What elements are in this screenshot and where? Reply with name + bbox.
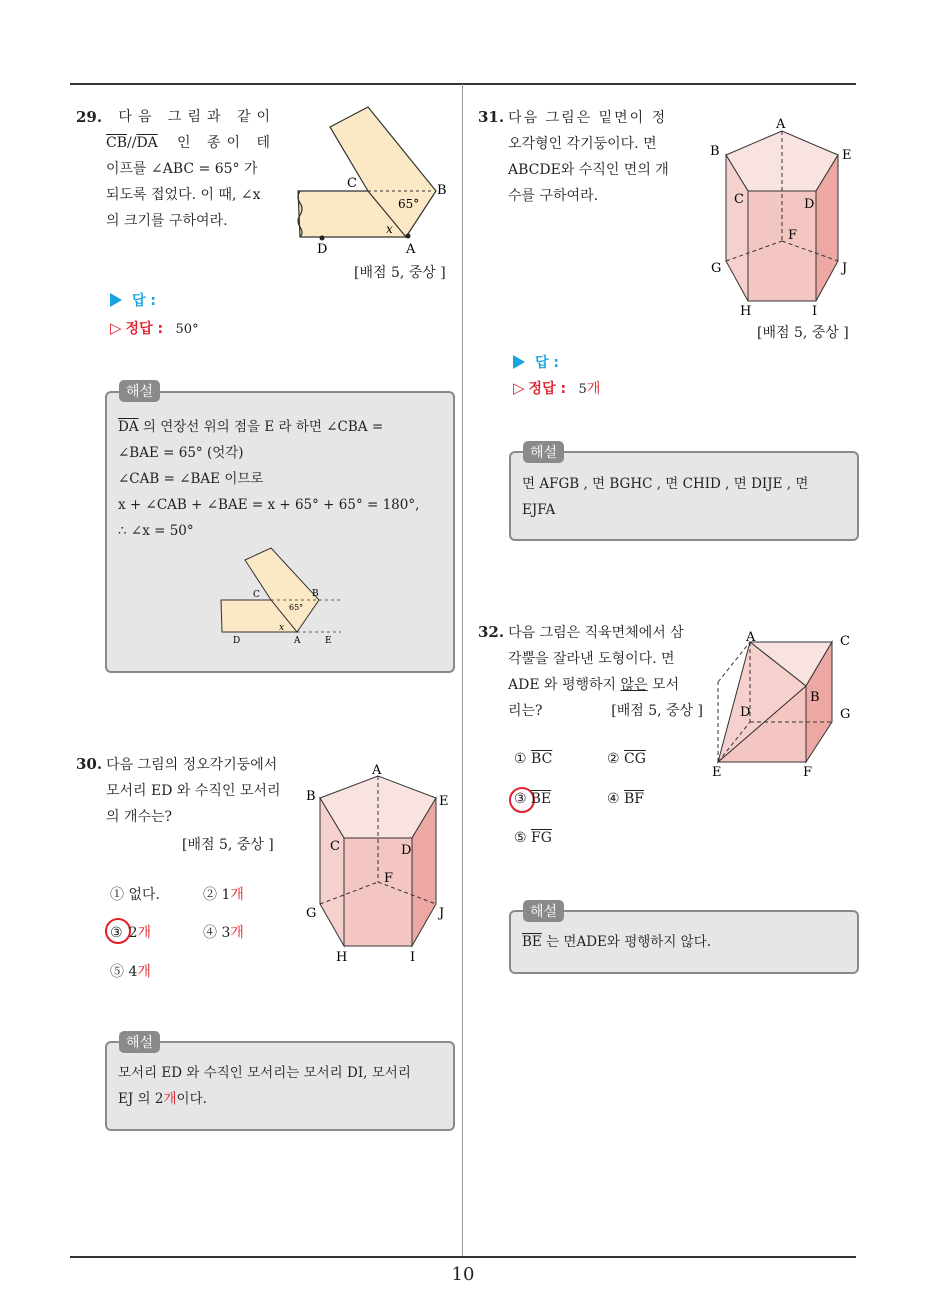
- svg-text:C: C: [253, 590, 260, 600]
- correct-triangle-icon: ▷: [513, 379, 525, 397]
- q29-fig-A: A: [406, 242, 416, 257]
- q29-explanation-tag: 해설: [119, 380, 160, 402]
- svg-text:H: H: [740, 304, 752, 319]
- svg-text:D: D: [233, 636, 241, 646]
- svg-text:B: B: [312, 589, 319, 599]
- svg-text:A: A: [294, 636, 301, 646]
- q29-answer-row: 답 :: [110, 290, 156, 310]
- svg-text:G: G: [840, 707, 851, 722]
- svg-text:C: C: [734, 192, 744, 207]
- svg-text:B: B: [710, 144, 720, 159]
- q29-score: [배점 5, 중상 ]: [354, 265, 446, 281]
- q29-figure: [290, 105, 460, 260]
- q29-fig-C: C: [347, 176, 357, 191]
- q32-text: 32. 다음 그림은 직육면체에서 삼 각뿔을 잘라낸 도형이다. 면 ADE 와 평행하지 않은 모서 리는? [배점 5, 중상 ]: [478, 619, 703, 724]
- svg-text:F: F: [803, 765, 813, 780]
- svg-text:G: G: [306, 906, 317, 921]
- bottom-rule: [70, 1256, 856, 1258]
- svg-text:A: A: [776, 117, 786, 132]
- svg-text:J: J: [439, 906, 445, 921]
- svg-text:E: E: [439, 794, 449, 809]
- svg-text:A: A: [372, 763, 382, 778]
- q29-fig-angle: 65°: [398, 197, 420, 211]
- q32-explanation-text: $\overline{BE}$ 는 면ADE와 평행하지 않다.: [522, 934, 712, 950]
- q32-cuboid-figure: [706, 628, 866, 783]
- q30-explanation-tag: 해설: [119, 1031, 160, 1053]
- top-rule: [70, 83, 856, 85]
- svg-text:E: E: [842, 148, 852, 163]
- q30-choice-1[interactable]: ① 없다.: [110, 887, 160, 903]
- q31-prism-figure: [706, 115, 866, 320]
- svg-text:B: B: [810, 690, 820, 705]
- q30-choice-5[interactable]: ⑤ 4개: [110, 964, 151, 980]
- q32-choice-2[interactable]: ② $\overline{CG}$: [607, 751, 646, 767]
- svg-text:C: C: [840, 634, 850, 649]
- q29-number: 29.: [76, 108, 103, 126]
- q30-prism-figure: [300, 760, 460, 970]
- svg-text:E: E: [712, 765, 722, 780]
- answer-triangle-icon: [110, 293, 122, 307]
- q32-choice-1[interactable]: ① $\overline{BC}$: [514, 751, 553, 767]
- svg-text:B: B: [306, 789, 316, 804]
- svg-text:C: C: [330, 839, 340, 854]
- q32-choice-3[interactable]: ③ $\overline{BE}$: [514, 791, 552, 807]
- answer-triangle-icon: [513, 355, 525, 369]
- q30-choice-4[interactable]: ④ 3개: [203, 925, 244, 941]
- svg-text:I: I: [410, 950, 416, 965]
- q29-fig-D: D: [317, 242, 328, 257]
- q31-explanation-text: 면 AFGB , 면 BGHC , 면 CHID , 면 DIJE , 면 EJFA: [522, 476, 809, 518]
- q31-explanation-tag: 해설: [523, 441, 564, 463]
- q32-score: [배점 5, 중상 ]: [611, 703, 703, 719]
- svg-text:D: D: [804, 197, 815, 212]
- q32-explanation-tag: 해설: [523, 900, 564, 922]
- q29-correct-row: ▷ 정답 : 50°: [110, 319, 199, 337]
- svg-text:J: J: [842, 261, 848, 276]
- q29-fig-x: x: [386, 222, 393, 236]
- q32-choice-5[interactable]: ⑤ $\overline{FG}$: [514, 830, 552, 846]
- q29-explanation-figure: [215, 546, 350, 646]
- q30-text: 30. 다음 그림의 정오각기둥에서 모서리 ED 와 수직인 모서리 의 개수는?: [76, 755, 281, 825]
- q30-number: 30.: [76, 755, 103, 773]
- svg-text:H: H: [336, 950, 348, 965]
- svg-text:I: I: [812, 304, 818, 319]
- q32-number: 32.: [478, 623, 505, 641]
- svg-text:F: F: [384, 871, 394, 886]
- q31-number: 31.: [478, 108, 505, 126]
- q30-explanation-text: 모서리 ED 와 수직인 모서리는 모서리 DI, 모서리 EJ 의 2개이다.: [118, 1065, 411, 1107]
- q31-correct-row: ▷ 정답 : 5개: [513, 379, 601, 397]
- page-number: 10: [451, 1264, 475, 1285]
- svg-text:D: D: [401, 843, 412, 858]
- q29-fig-B: B: [437, 183, 447, 198]
- q31-score: [배점 5, 중상 ]: [757, 325, 849, 341]
- svg-text:65°: 65°: [289, 603, 304, 612]
- column-divider: [462, 84, 463, 1256]
- correct-triangle-icon: ▷: [110, 319, 122, 337]
- q29-text: 29. 다음 그림과 같이 $\overline{CB}//\overline{DA}$ 인 종이 테 이프를 ∠ABC = 65° 가 되도록 접었다. 이 때, ∠x 의 크기를 구하여라.: [76, 104, 276, 234]
- q31-text: 31. 다음 그림은 밑면이 정 오각형인 각기둥이다. 면 ABCDE와 수직인 면의 개 수를 구하여라.: [478, 108, 669, 204]
- q32-choice-4[interactable]: ④ $\overline{BF}$: [607, 791, 645, 807]
- q30-choice-2[interactable]: ② 1개: [203, 887, 244, 903]
- q30-score: [배점 5, 중상 ]: [182, 837, 274, 853]
- q31-answer-row: 답 :: [513, 352, 559, 372]
- svg-text:x: x: [279, 623, 285, 633]
- q30-choice-3[interactable]: ③ 2개: [110, 925, 152, 941]
- q29-explanation-text: $\overline{DA}$ 의 연장선 위의 점을 E 라 하면 ∠CBA = ∠BAE = 65° (엇각) ∠CAB = ∠BAE 이므로 x + ∠CAB + ∠BAE = x + 65° + 65° = 180°, ∴ ∠x = 50°: [118, 419, 420, 539]
- svg-text:F: F: [788, 228, 798, 243]
- svg-text:E: E: [325, 636, 332, 646]
- svg-text:A: A: [746, 630, 756, 645]
- svg-text:D: D: [740, 705, 751, 720]
- svg-text:G: G: [711, 261, 722, 276]
